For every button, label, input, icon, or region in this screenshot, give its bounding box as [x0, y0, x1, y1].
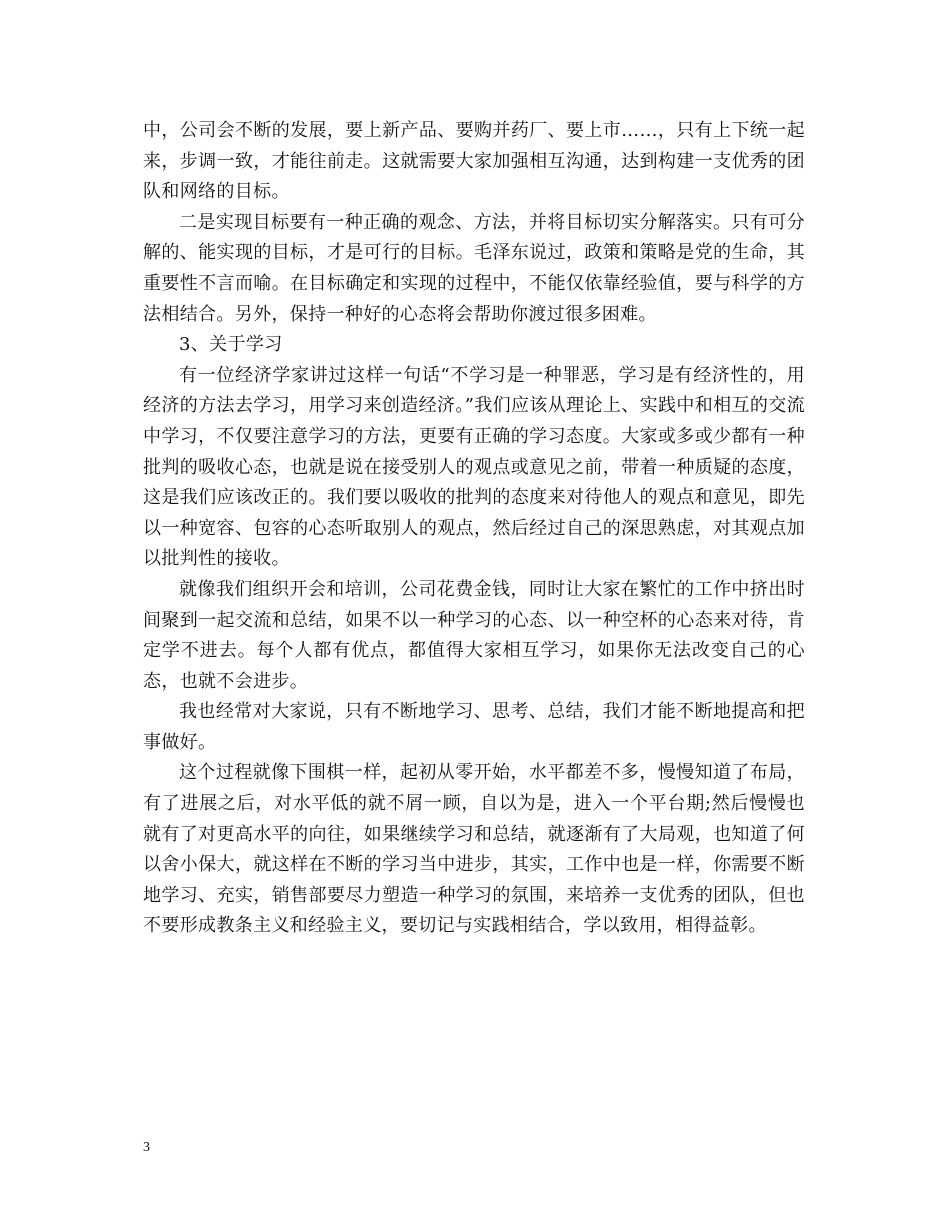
- page-number: 3: [143, 1140, 150, 1155]
- paragraph-objectives: 二是实现目标要有一种正确的观念、方法，并将目标切实分解落实。只有可分解的、能实现的目标，才是可行的目标。毛泽东说过，政策和策略是党的生命，其重要性不言而喻。在目标确定和实现的过程中，不能仅依靠经验值，要与科学的方法相结合。另外，保持一种好的心态将会帮助你渡过很多困难。: [143, 211, 805, 325]
- document-body: [143, 116, 805, 942]
- section-heading-learning: 3、关于学习: [179, 334, 283, 356]
- paragraph-keep-learning: 我也经常对大家说，只有不断地学习、思考、总结，我们才能不断地提高和把事做好。: [143, 701, 805, 753]
- paragraph-go-analogy: 这个过程就像下围棋一样，起初从零开始，水平都差不多，慢慢知道了布局，有了进展之后，对水平低的就不屑一顾，自以为是，进入一个平台期;然后慢慢也就有了对更高水平的向往，如果继续学习和总结，就逐渐有了大局观，也知道了何以舍小保大，就这样在不断的学习当中进步，其实，工作中也是一样，你需要不断地学习、充实，销售部要尽力塑造一种学习的氛围，来培养一支优秀的团队，但也不要形成教条主义和经验主义，要切记与实践相结合，学以致用，相得益彰。: [143, 762, 805, 937]
- paragraph-continuation: 中，公司会不断的发展，要上新产品、要购并药厂、要上市……，只有上下统一起来，步调一致，才能往前走。这就需要大家加强相互沟通，达到构建一支优秀的团队和网络的目标。: [143, 120, 805, 203]
- paragraph-meetings-training: 就像我们组织开会和培训，公司花费金钱，同时让大家在繁忙的工作中挤出时间聚到一起交流和总结，如果不以一种学习的心态、以一种空杯的心态来对待，肯定学不进去。每个人都有优点，都值得大家相互学习，如果你无法改变自己的心态，也就不会进步。: [143, 578, 805, 692]
- paragraph-economist-quote: 有一位经济学家讲过这样一句话“不学习是一种罪恶，学习是有经济性的，用经济的方法去学习，用学习来创造经济。”我们应该从理论上、实践中和相互的交流中学习，不仅要注意学习的方法，更要有正确的学习态度。大家或多或少都有一种批判的吸收心态，也就是说在接受别人的观点或意见之前，带着一种质疑的态度，这是我们应该改正的。我们要以吸收的批判的态度来对待他人的观点和意见，即先以一种宽容、包容的心态听取别人的观点，然后经过自己的深思熟虑，对其观点加以批判性的接收。: [143, 364, 805, 570]
